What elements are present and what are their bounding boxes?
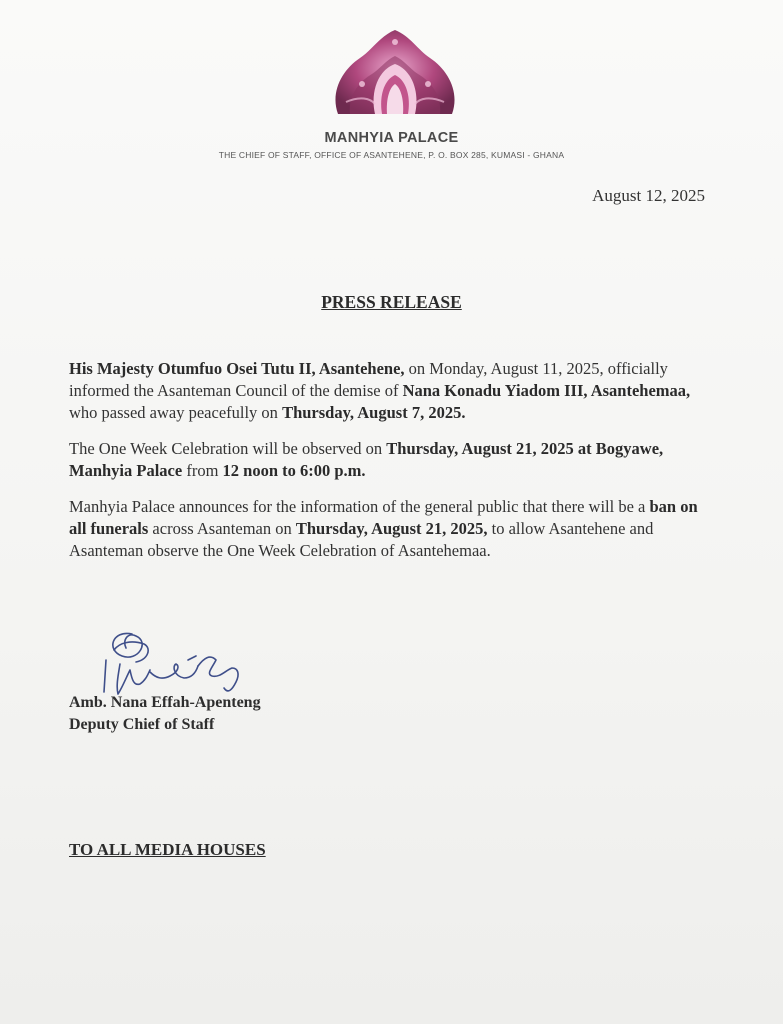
distribution-note: TO ALL MEDIA HOUSES: [69, 840, 266, 859]
p3-text1: Manhyia Palace announces for the information of the general public that there will be a: [69, 497, 650, 516]
p1-text1: on Monday, August 11, 2025, officially informed the Asanteman Council of the demise of: [69, 359, 668, 400]
org-address: THE CHIEF OF STAFF, OFFICE OF ASANTEHENE, P. O. BOX 285, KUMASI - GHANA: [218, 150, 565, 160]
signatory-block: [69, 692, 261, 736]
p1-text2: who passed away peacefully on: [69, 403, 283, 422]
release-body: [69, 358, 719, 576]
p1-bold-start: His Majesty Otumfuo Osei Tutu II, Asantehene,: [69, 359, 405, 378]
p3-text3: to allow Asantehene and Asanteman observe the One Week Celebration of Asantehemaa.: [69, 519, 654, 560]
p3-bold-date: Thursday, August 21, 2025,: [295, 519, 488, 538]
p3-bold-ban: ban on all funerals: [69, 497, 698, 538]
org-name: MANHYIA PALACE: [324, 130, 459, 146]
p2-text1: The One Week Celebration will be observed on: [69, 439, 387, 458]
page-title: [0, 292, 783, 313]
signatory-name: Amb. Nana Effah-Apenteng: [69, 694, 261, 711]
golden-stool-crest-icon: [320, 22, 470, 122]
p3-text2: across Asanteman on: [148, 519, 296, 538]
p2-bold-date-venue: Thursday, August 21, 2025 at Bogyawe, Manhyia Palace: [69, 439, 664, 480]
paragraph-celebration: [69, 438, 719, 482]
release-date: August 12, 2025: [592, 186, 705, 205]
paragraph-ban: [69, 496, 719, 562]
signatory-position: Deputy Chief of Staff: [69, 716, 215, 733]
title-text: PRESS RELEASE: [321, 292, 462, 312]
paragraph-announcement: [69, 358, 719, 424]
p2-bold-time: 12 noon to 6:00 p.m.: [222, 461, 366, 480]
p2-text2: from: [182, 461, 223, 480]
p1-bold-date: Thursday, August 7, 2025.: [282, 403, 466, 422]
p1-bold-name: Nana Konadu Yiadom III, Asantehemaa,: [402, 381, 691, 400]
handwritten-signature-icon: [92, 620, 252, 700]
